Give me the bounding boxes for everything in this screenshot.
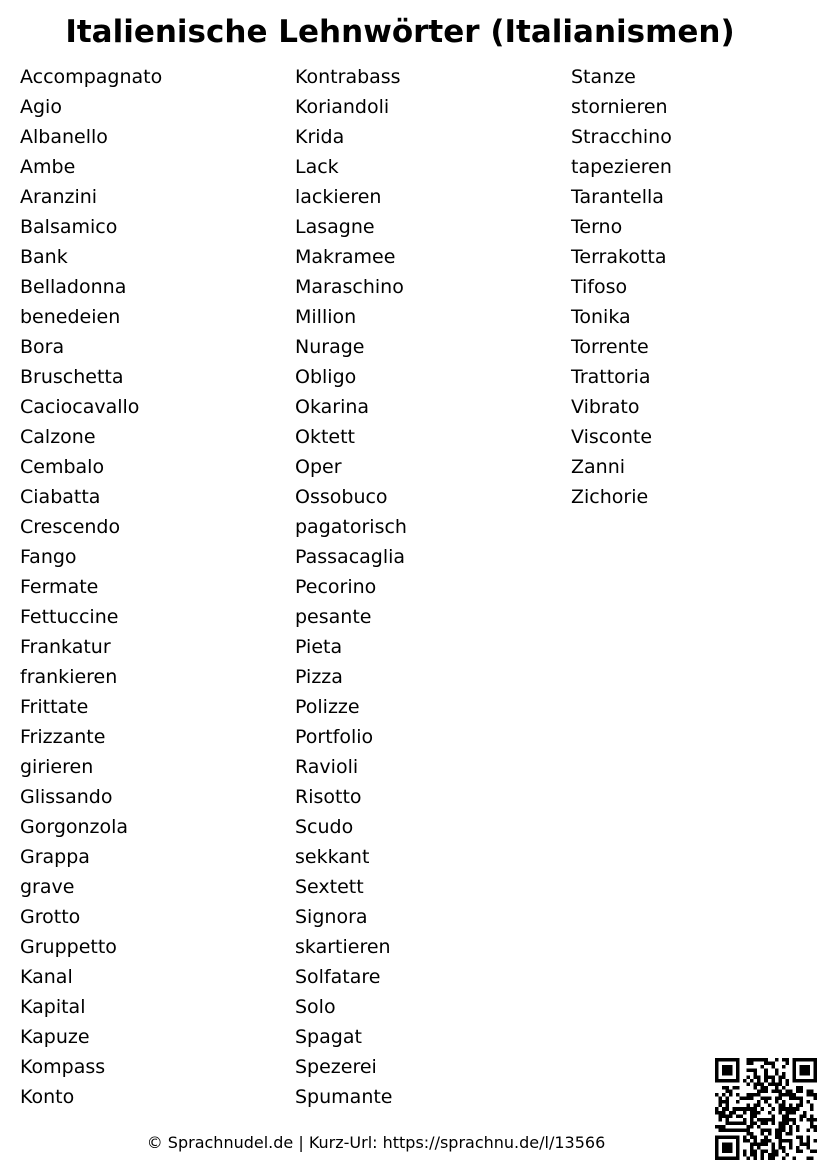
word-item: frankieren <box>20 666 118 688</box>
word-item: Obligo <box>295 366 357 388</box>
word-item: Albanello <box>20 126 108 148</box>
word-item: Frizzante <box>20 726 106 748</box>
word-item: Solfatare <box>295 966 381 988</box>
word-item: Frittate <box>20 696 89 718</box>
word-item: Gorgonzola <box>20 816 129 838</box>
word-item: Terrakotta <box>571 246 667 268</box>
word-column-2 <box>295 62 407 1112</box>
word-item: Torrente <box>571 336 649 358</box>
word-item: Oktett <box>295 426 355 448</box>
word-item: Ciabatta <box>20 486 101 508</box>
word-item: pesante <box>295 606 372 628</box>
word-item: Signora <box>295 906 368 928</box>
word-item: Solo <box>295 996 336 1018</box>
word-item: Oper <box>295 456 342 478</box>
word-item: Calzone <box>20 426 96 448</box>
word-item: Tifoso <box>571 276 628 298</box>
word-item: Ambe <box>20 156 76 178</box>
word-item: Kompass <box>20 1056 106 1078</box>
word-item: Nurage <box>295 336 365 358</box>
word-item: Aranzini <box>20 186 98 208</box>
word-item: Spumante <box>295 1086 393 1108</box>
word-item: Lack <box>295 156 339 178</box>
word-item: Frankatur <box>20 636 111 658</box>
page-title: Italienische Lehnwörter (Italianismen) <box>65 14 735 50</box>
word-item: lackieren <box>295 186 382 208</box>
word-item: Million <box>295 306 357 328</box>
word-item: Fango <box>20 546 77 568</box>
word-item: girieren <box>20 756 94 778</box>
word-item: Accompagnato <box>20 66 163 88</box>
word-item: Koriandoli <box>295 96 390 118</box>
word-item: Grappa <box>20 846 90 868</box>
word-item: Pieta <box>295 636 343 658</box>
word-item: Portfolio <box>295 726 374 748</box>
word-item: Krida <box>295 126 345 148</box>
word-item: Scudo <box>295 816 354 838</box>
word-item: Kapital <box>20 996 86 1018</box>
word-item: Zichorie <box>571 486 649 508</box>
word-item: Balsamico <box>20 216 118 238</box>
word-item: Tarantella <box>571 186 664 208</box>
word-item: sekkant <box>295 846 370 868</box>
word-column-3 <box>571 62 672 512</box>
word-item: benedeien <box>20 306 121 328</box>
word-item: Konto <box>20 1086 75 1108</box>
word-item: stornieren <box>571 96 668 118</box>
word-item: Polizze <box>295 696 360 718</box>
word-item: Fettuccine <box>20 606 119 628</box>
word-item: skartieren <box>295 936 391 958</box>
word-item: Stracchino <box>571 126 672 148</box>
word-item: Vibrato <box>571 396 640 418</box>
word-item: Passacaglia <box>295 546 406 568</box>
word-item: Cembalo <box>20 456 105 478</box>
word-item: Agio <box>20 96 62 118</box>
word-item: Caciocavallo <box>20 396 140 418</box>
word-item: Bora <box>20 336 65 358</box>
word-item: Bank <box>20 246 68 268</box>
word-item: Fermate <box>20 576 99 598</box>
word-item: Tonika <box>571 306 631 328</box>
word-item: Belladonna <box>20 276 127 298</box>
word-item: Kontrabass <box>295 66 401 88</box>
word-item: Stanze <box>571 66 636 88</box>
word-item: Lasagne <box>295 216 375 238</box>
word-item: Gruppetto <box>20 936 117 958</box>
word-item: Makramee <box>295 246 396 268</box>
word-item: tapezieren <box>571 156 672 178</box>
word-item: Crescendo <box>20 516 121 538</box>
word-item: grave <box>20 876 75 898</box>
word-item: Bruschetta <box>20 366 124 388</box>
word-item: Glissando <box>20 786 113 808</box>
word-column-1 <box>20 62 162 1112</box>
word-item: Trattoria <box>571 366 651 388</box>
word-item: Grotto <box>20 906 81 928</box>
word-item: Pizza <box>295 666 343 688</box>
word-item: Ravioli <box>295 756 359 778</box>
word-item: Ossobuco <box>295 486 388 508</box>
word-item: Zanni <box>571 456 626 478</box>
word-item: Okarina <box>295 396 370 418</box>
qr-code-icon <box>715 1058 817 1160</box>
word-item: Visconte <box>571 426 653 448</box>
word-item: Risotto <box>295 786 362 808</box>
word-item: Kapuze <box>20 1026 90 1048</box>
word-item: Maraschino <box>295 276 404 298</box>
word-item: Terno <box>571 216 623 238</box>
footer-copyright: © Sprachnudel.de | Kurz-Url: https://sprachnu.de/l/13566 <box>146 1133 606 1152</box>
word-item: Pecorino <box>295 576 377 598</box>
word-item: Kanal <box>20 966 73 988</box>
word-item: Sextett <box>295 876 364 898</box>
word-item: Spagat <box>295 1026 362 1048</box>
word-item: Spezerei <box>295 1056 377 1078</box>
word-item: pagatorisch <box>295 516 407 538</box>
